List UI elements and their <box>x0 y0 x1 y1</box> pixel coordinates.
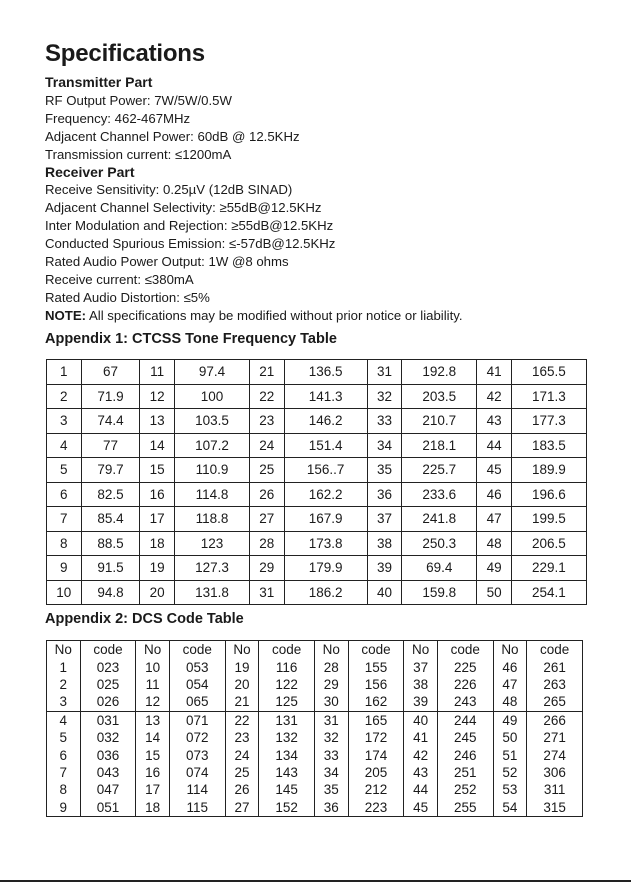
table-row <box>47 458 587 483</box>
table-cell: 5 <box>47 729 81 746</box>
table-cell: 114 <box>169 781 225 798</box>
transmitter-heading: Transmitter Part <box>45 74 153 90</box>
table-cell: 14 <box>136 729 170 746</box>
table-row <box>47 693 583 711</box>
table-cell: 210.7 <box>402 409 477 434</box>
table-cell: 38 <box>404 676 438 693</box>
table-cell: 245 <box>437 729 493 746</box>
table-cell: 32 <box>314 729 348 746</box>
table-cell: 28 <box>250 531 285 556</box>
table-cell: 114.8 <box>174 482 249 507</box>
table-cell: 15 <box>136 746 170 763</box>
spec-row <box>45 92 605 110</box>
table-cell: 37 <box>404 658 438 675</box>
table-cell: 122 <box>259 676 315 693</box>
table-cell: 22 <box>225 711 259 729</box>
table-cell: 156 <box>348 676 404 693</box>
table-cell: 31 <box>250 580 285 605</box>
note-line <box>45 307 605 325</box>
spec-value: ≤5% <box>183 289 210 305</box>
table-cell: 34 <box>314 764 348 781</box>
table-cell: 250.3 <box>402 531 477 556</box>
table-cell: 254.1 <box>511 580 586 605</box>
table-cell: 229.1 <box>511 556 586 581</box>
table-cell: 131.8 <box>174 580 249 605</box>
table-cell: 15 <box>140 458 175 483</box>
table-header-cell: code <box>259 641 315 659</box>
table-row <box>47 746 583 763</box>
table-cell: 7 <box>47 764 81 781</box>
table-cell: 162.2 <box>284 482 367 507</box>
appendix1-title: Appendix 1: CTCSS Tone Frequency Table <box>45 331 337 347</box>
spec-value: ≤-57dB@12.5KHz <box>229 236 336 252</box>
table-cell: 025 <box>80 676 136 693</box>
table-cell: 233.6 <box>402 482 477 507</box>
table-row <box>47 507 587 532</box>
table-cell: 243 <box>437 693 493 711</box>
spec-row <box>45 199 605 217</box>
table-cell: 51 <box>493 746 527 763</box>
table-cell: 127.3 <box>174 556 249 581</box>
table-cell: 023 <box>80 658 136 675</box>
table-cell: 205 <box>348 764 404 781</box>
table-row <box>47 764 583 781</box>
table-header-cell: code <box>437 641 493 659</box>
page-bottom-rule <box>0 880 631 882</box>
table-cell: 203.5 <box>402 384 477 409</box>
table-cell: 9 <box>47 556 82 581</box>
page-title: Specifications <box>45 40 205 67</box>
table-cell: 23 <box>250 409 285 434</box>
table-cell: 14 <box>140 433 175 458</box>
spec-label: Frequency: <box>45 110 111 126</box>
spec-value: 1W @8 ohms <box>208 254 289 270</box>
table-cell: 274 <box>527 746 583 763</box>
table-cell: 54 <box>493 799 527 817</box>
table-cell: 19 <box>225 658 259 675</box>
table-cell: 251 <box>437 764 493 781</box>
table-cell: 31 <box>314 711 348 729</box>
table-cell: 1 <box>47 658 81 675</box>
table-cell: 179.9 <box>284 556 367 581</box>
table-cell: 41 <box>477 360 512 385</box>
table-cell: 265 <box>527 693 583 711</box>
spec-label: Adjacent Channel Selectivity: <box>45 200 216 216</box>
table-cell: 37 <box>367 507 402 532</box>
spec-label: Receive current: <box>45 271 142 287</box>
table-cell: 36 <box>314 799 348 817</box>
spec-label: Receive Sensitivity: <box>45 182 160 198</box>
table-cell: 145 <box>259 781 315 798</box>
table-cell: 74.4 <box>81 409 140 434</box>
table-cell: 266 <box>527 711 583 729</box>
table-cell: 49 <box>477 556 512 581</box>
table-header-cell: No <box>314 641 348 659</box>
table-cell: 33 <box>314 746 348 763</box>
table-cell: 189.9 <box>511 458 586 483</box>
table-cell: 177.3 <box>511 409 586 434</box>
table-cell: 39 <box>367 556 402 581</box>
table-cell: 82.5 <box>81 482 140 507</box>
table-header-row <box>47 641 583 659</box>
table-cell: 065 <box>169 693 225 711</box>
spec-row <box>45 181 605 199</box>
table-cell: 35 <box>367 458 402 483</box>
table-cell: 206.5 <box>511 531 586 556</box>
table-cell: 271 <box>527 729 583 746</box>
table-cell: 40 <box>367 580 402 605</box>
table-cell: 26 <box>250 482 285 507</box>
table-header-cell: code <box>527 641 583 659</box>
table-cell: 71.9 <box>81 384 140 409</box>
table-cell: 5 <box>47 458 82 483</box>
table-row <box>47 658 583 675</box>
table-cell: 10 <box>136 658 170 675</box>
table-cell: 46 <box>477 482 512 507</box>
spec-label: RF Output Power: <box>45 92 151 108</box>
spec-value: 462-467MHz <box>114 110 191 126</box>
spec-row <box>45 146 605 164</box>
table-cell: 311 <box>527 781 583 798</box>
table-row <box>47 482 587 507</box>
table-row <box>47 556 587 581</box>
table-cell: 3 <box>47 693 81 711</box>
table-cell: 26 <box>225 781 259 798</box>
table-row <box>47 384 587 409</box>
table-cell: 45 <box>404 799 438 817</box>
table-cell: 3 <box>47 409 82 434</box>
spec-row <box>45 128 605 146</box>
spec-value: 60dB @ 12.5KHz <box>197 128 300 144</box>
table-cell: 33 <box>367 409 402 434</box>
table-header-cell: No <box>47 641 81 659</box>
table-cell: 223 <box>348 799 404 817</box>
table-cell: 118.8 <box>174 507 249 532</box>
table-cell: 50 <box>477 580 512 605</box>
table-cell: 225.7 <box>402 458 477 483</box>
table-row <box>47 676 583 693</box>
table-cell: 255 <box>437 799 493 817</box>
table-cell: 31 <box>367 360 402 385</box>
ctcss-table <box>46 359 587 605</box>
spec-label: Inter Modulation and Rejection: <box>45 218 228 234</box>
table-cell: 051 <box>80 799 136 817</box>
table-row <box>47 729 583 746</box>
table-cell: 143 <box>259 764 315 781</box>
table-cell: 43 <box>477 409 512 434</box>
table-cell: 38 <box>367 531 402 556</box>
table-cell: 6 <box>47 746 81 763</box>
table-cell: 12 <box>136 693 170 711</box>
table-cell: 2 <box>47 384 82 409</box>
table-cell: 183.5 <box>511 433 586 458</box>
table-cell: 22 <box>250 384 285 409</box>
table-cell: 123 <box>174 531 249 556</box>
table-row <box>47 711 583 729</box>
table-header-cell: code <box>169 641 225 659</box>
table-cell: 131 <box>259 711 315 729</box>
table-cell: 20 <box>140 580 175 605</box>
spec-row <box>45 110 605 128</box>
table-header-cell: No <box>493 641 527 659</box>
table-cell: 11 <box>140 360 175 385</box>
table-cell: 246 <box>437 746 493 763</box>
table-cell: 18 <box>140 531 175 556</box>
table-row <box>47 580 587 605</box>
table-cell: 24 <box>225 746 259 763</box>
table-cell: 218.1 <box>402 433 477 458</box>
table-cell: 8 <box>47 531 82 556</box>
table-cell: 44 <box>404 781 438 798</box>
table-cell: 252 <box>437 781 493 798</box>
table-cell: 29 <box>250 556 285 581</box>
table-cell: 263 <box>527 676 583 693</box>
spec-value: 7W/5W/0.5W <box>154 92 232 108</box>
table-cell: 110.9 <box>174 458 249 483</box>
table-cell: 27 <box>225 799 259 817</box>
table-cell: 186.2 <box>284 580 367 605</box>
table-cell: 20 <box>225 676 259 693</box>
table-cell: 074 <box>169 764 225 781</box>
table-row <box>47 799 583 817</box>
table-cell: 174 <box>348 746 404 763</box>
table-cell: 39 <box>404 693 438 711</box>
table-cell: 261 <box>527 658 583 675</box>
table-cell: 50 <box>493 729 527 746</box>
table-cell: 165.5 <box>511 360 586 385</box>
spec-row <box>45 289 605 307</box>
table-row <box>47 433 587 458</box>
table-cell: 199.5 <box>511 507 586 532</box>
spec-label: Conducted Spurious Emission: <box>45 236 226 252</box>
table-cell: 244 <box>437 711 493 729</box>
dcs-table <box>46 640 583 817</box>
table-cell: 115 <box>169 799 225 817</box>
table-cell: 146.2 <box>284 409 367 434</box>
table-cell: 34 <box>367 433 402 458</box>
table-cell: 67 <box>81 360 140 385</box>
table-cell: 7 <box>47 507 82 532</box>
table-cell: 52 <box>493 764 527 781</box>
table-cell: 88.5 <box>81 531 140 556</box>
table-cell: 1 <box>47 360 82 385</box>
table-cell: 212 <box>348 781 404 798</box>
table-cell: 8 <box>47 781 81 798</box>
table-row <box>47 781 583 798</box>
table-cell: 18 <box>136 799 170 817</box>
table-cell: 6 <box>47 482 82 507</box>
table-cell: 306 <box>527 764 583 781</box>
table-cell: 29 <box>314 676 348 693</box>
table-cell: 28 <box>314 658 348 675</box>
table-cell: 91.5 <box>81 556 140 581</box>
table-cell: 141.3 <box>284 384 367 409</box>
table-header-cell: No <box>225 641 259 659</box>
table-cell: 35 <box>314 781 348 798</box>
table-cell: 054 <box>169 676 225 693</box>
appendix2-title: Appendix 2: DCS Code Table <box>45 611 244 627</box>
table-cell: 4 <box>47 433 82 458</box>
table-cell: 167.9 <box>284 507 367 532</box>
spec-value: 0.25µV (12dB SINAD) <box>163 182 293 198</box>
spec-value: ≤380mA <box>144 271 194 287</box>
table-cell: 171.3 <box>511 384 586 409</box>
table-cell: 46 <box>493 658 527 675</box>
table-cell: 41 <box>404 729 438 746</box>
table-cell: 225 <box>437 658 493 675</box>
table-cell: 21 <box>225 693 259 711</box>
table-cell: 036 <box>80 746 136 763</box>
table-cell: 49 <box>493 711 527 729</box>
table-cell: 136.5 <box>284 360 367 385</box>
table-cell: 9 <box>47 799 81 817</box>
table-cell: 27 <box>250 507 285 532</box>
table-cell: 155 <box>348 658 404 675</box>
table-cell: 25 <box>250 458 285 483</box>
table-cell: 192.8 <box>402 360 477 385</box>
spec-row <box>45 271 605 289</box>
table-cell: 44 <box>477 433 512 458</box>
table-cell: 11 <box>136 676 170 693</box>
table-cell: 107.2 <box>174 433 249 458</box>
table-cell: 134 <box>259 746 315 763</box>
table-cell: 241.8 <box>402 507 477 532</box>
spec-label: Transmission current: <box>45 146 172 162</box>
table-cell: 13 <box>140 409 175 434</box>
table-cell: 10 <box>47 580 82 605</box>
table-cell: 132 <box>259 729 315 746</box>
table-cell: 2 <box>47 676 81 693</box>
spec-value: ≤1200mA <box>174 146 232 162</box>
table-header-cell: No <box>404 641 438 659</box>
table-cell: 12 <box>140 384 175 409</box>
table-cell: 162 <box>348 693 404 711</box>
spec-value: ≥55dB@12.5KHz <box>231 218 334 234</box>
table-cell: 165 <box>348 711 404 729</box>
spec-row <box>45 217 605 235</box>
table-cell: 42 <box>404 746 438 763</box>
table-cell: 103.5 <box>174 409 249 434</box>
table-cell: 79.7 <box>81 458 140 483</box>
table-cell: 16 <box>136 764 170 781</box>
spec-row <box>45 235 605 253</box>
spec-label: Adjacent Channel Power: <box>45 128 194 144</box>
spec-label: Rated Audio Power Output: <box>45 254 205 270</box>
table-cell: 172 <box>348 729 404 746</box>
note-text: All specifications may be modified without prior notice or liability. <box>88 307 463 323</box>
table-cell: 45 <box>477 458 512 483</box>
table-cell: 026 <box>80 693 136 711</box>
spec-label: Rated Audio Distortion: <box>45 289 180 305</box>
table-cell: 42 <box>477 384 512 409</box>
table-header-cell: code <box>348 641 404 659</box>
table-cell: 24 <box>250 433 285 458</box>
table-cell: 073 <box>169 746 225 763</box>
table-cell: 156..7 <box>284 458 367 483</box>
table-cell: 17 <box>136 781 170 798</box>
table-cell: 315 <box>527 799 583 817</box>
table-cell: 85.4 <box>81 507 140 532</box>
table-cell: 125 <box>259 693 315 711</box>
table-cell: 69.4 <box>402 556 477 581</box>
table-cell: 17 <box>140 507 175 532</box>
spec-row <box>45 253 605 271</box>
table-cell: 48 <box>493 693 527 711</box>
table-row <box>47 531 587 556</box>
table-cell: 196.6 <box>511 482 586 507</box>
table-row <box>47 409 587 434</box>
table-cell: 40 <box>404 711 438 729</box>
spec-value: ≥55dB@12.5KHz <box>219 200 322 216</box>
table-cell: 152 <box>259 799 315 817</box>
table-cell: 173.8 <box>284 531 367 556</box>
table-cell: 47 <box>477 507 512 532</box>
table-cell: 30 <box>314 693 348 711</box>
table-cell: 116 <box>259 658 315 675</box>
table-cell: 77 <box>81 433 140 458</box>
table-cell: 48 <box>477 531 512 556</box>
table-header-cell: code <box>80 641 136 659</box>
table-cell: 25 <box>225 764 259 781</box>
table-cell: 53 <box>493 781 527 798</box>
table-cell: 36 <box>367 482 402 507</box>
table-cell: 100 <box>174 384 249 409</box>
note-label: NOTE: <box>45 307 87 323</box>
table-cell: 97.4 <box>174 360 249 385</box>
table-cell: 32 <box>367 384 402 409</box>
table-cell: 13 <box>136 711 170 729</box>
table-cell: 072 <box>169 729 225 746</box>
table-cell: 053 <box>169 658 225 675</box>
table-cell: 071 <box>169 711 225 729</box>
table-cell: 19 <box>140 556 175 581</box>
table-cell: 047 <box>80 781 136 798</box>
table-cell: 043 <box>80 764 136 781</box>
table-row <box>47 360 587 385</box>
table-cell: 23 <box>225 729 259 746</box>
table-cell: 151.4 <box>284 433 367 458</box>
table-cell: 032 <box>80 729 136 746</box>
table-header-cell: No <box>136 641 170 659</box>
receiver-heading: Receiver Part <box>45 163 135 180</box>
specifications-list <box>45 74 605 325</box>
table-cell: 47 <box>493 676 527 693</box>
table-cell: 4 <box>47 711 81 729</box>
table-cell: 159.8 <box>402 580 477 605</box>
table-cell: 43 <box>404 764 438 781</box>
table-cell: 031 <box>80 711 136 729</box>
table-cell: 226 <box>437 676 493 693</box>
table-cell: 21 <box>250 360 285 385</box>
table-cell: 94.8 <box>81 580 140 605</box>
table-cell: 16 <box>140 482 175 507</box>
